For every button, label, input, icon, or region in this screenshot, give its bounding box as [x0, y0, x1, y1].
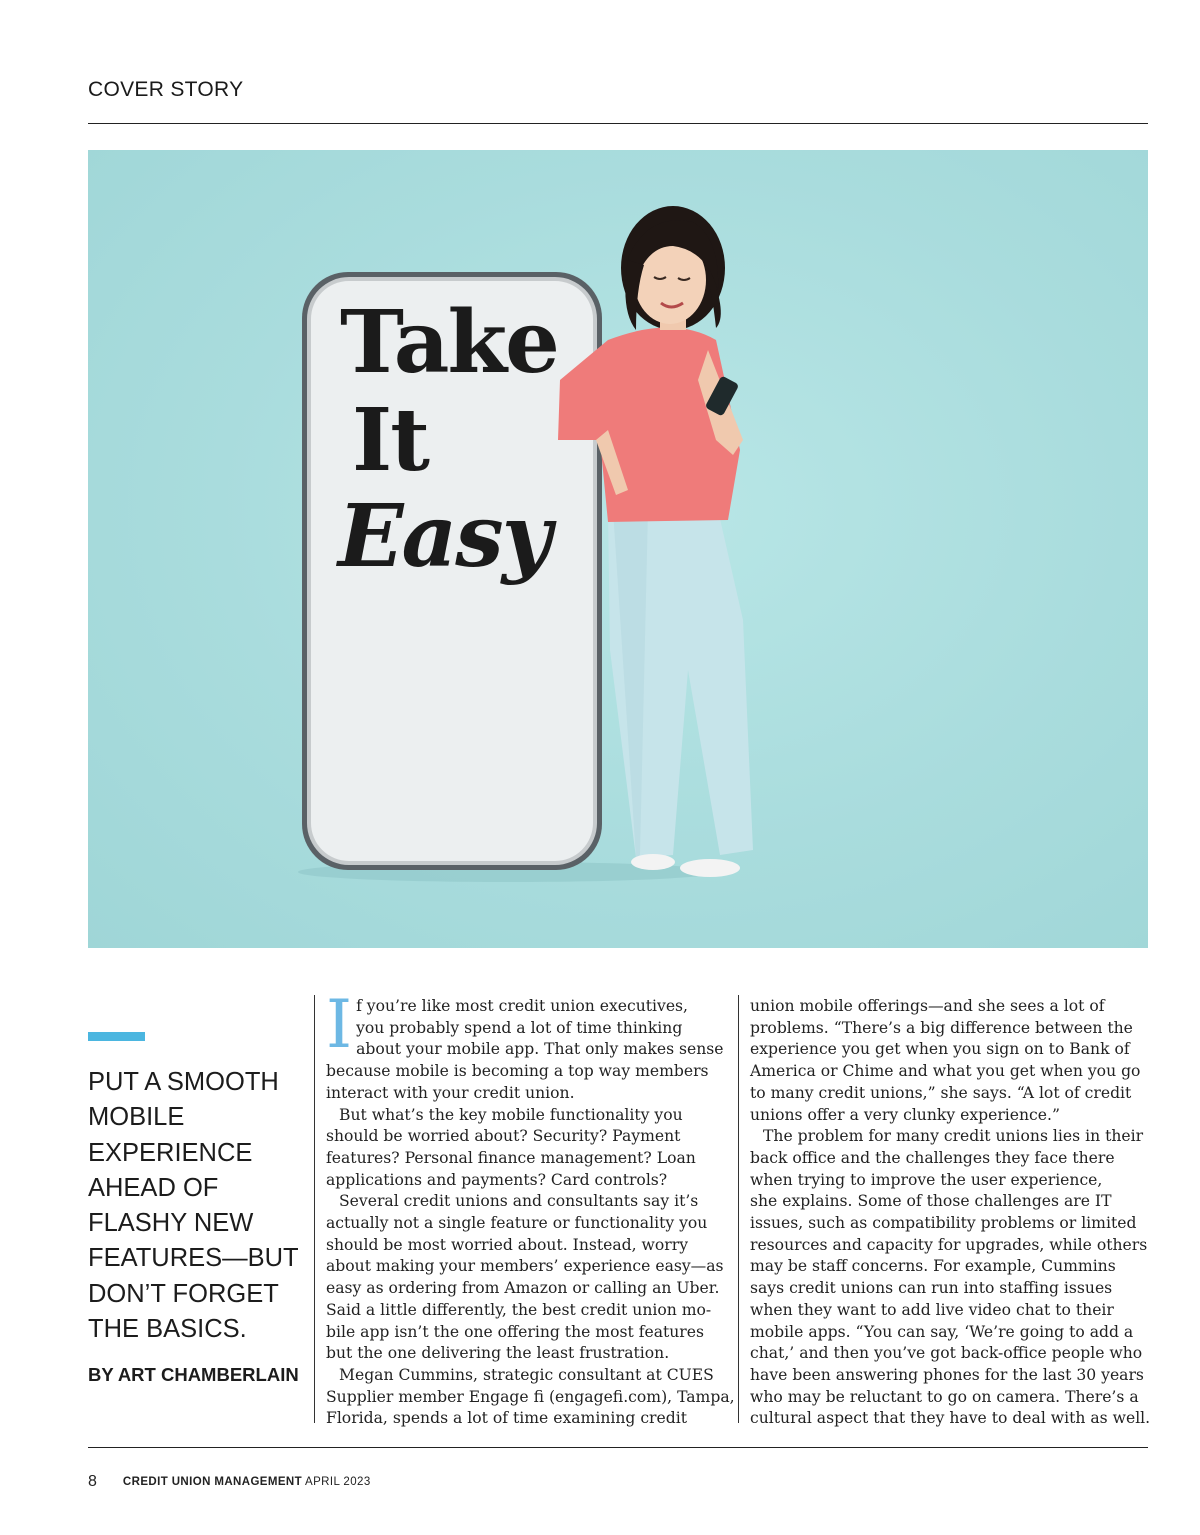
text-line: actually not a single feature or functionality you: [326, 1214, 708, 1233]
text-line: may be staff concerns. For example, Cummins: [750, 1257, 1116, 1276]
text-line: says credit unions can run into staffing issues: [750, 1279, 1113, 1298]
text-line: you probably spend a lot of time thinking: [356, 1018, 683, 1037]
column-divider: [738, 995, 739, 1423]
text-line: resources and capacity for upgrades, while others: [750, 1235, 1148, 1254]
headline-line-1: Take: [340, 292, 558, 393]
text-line: she explains. Some of those challenges are IT: [750, 1192, 1112, 1211]
text-line: about making your members’ experience easy—as: [326, 1257, 724, 1276]
text-line: Said a little differently, the best credit union mo-: [326, 1300, 712, 1319]
text-line: The problem for many credit unions lies in their: [763, 1127, 1144, 1146]
text-line: Megan Cummins, strategic consultant at CUES: [339, 1365, 714, 1384]
text-line: problems. “There’s a big difference between the: [750, 1018, 1133, 1037]
footer: [88, 1472, 371, 1490]
text-line: easy as ordering from Amazon or calling an Uber.: [326, 1279, 720, 1298]
article-column-2: [750, 996, 1151, 1430]
headline-line-3: Easy: [338, 486, 550, 587]
text-line: Supplier member Engage fi (engagefi.com), Tampa,: [326, 1387, 735, 1406]
section-label: COVER STORY: [88, 78, 244, 101]
hero-image: [88, 150, 1148, 948]
text-line: cultural aspect that they have to deal with as well.: [750, 1409, 1151, 1428]
text-line: who may be reluctant to go on camera. There’s a: [750, 1387, 1139, 1406]
text-line: Several credit unions and consultants say it’s: [339, 1192, 699, 1211]
text-line: when they want to add live video chat to their: [750, 1300, 1114, 1319]
text-line: bile app isn’t the one offering the most features: [326, 1322, 704, 1341]
headline: [338, 292, 558, 587]
text-line: should be most worried about. Instead, worry: [326, 1235, 689, 1254]
footer-rule: [88, 1447, 1148, 1448]
text-line: applications and payments? Card controls?: [326, 1170, 668, 1189]
accent-bar: [88, 1032, 145, 1041]
text-line: have been answering phones for the last 30 years: [750, 1365, 1144, 1384]
article-column-1: [326, 986, 735, 1430]
header-rule: [88, 123, 1148, 124]
text-line: unions offer a very clunky experience.”: [750, 1105, 1060, 1124]
woman-with-smartphone-illustration: [88, 150, 1148, 948]
text-line: should be worried about? Security? Payment: [326, 1127, 681, 1146]
text-line: Florida, spends a lot of time examining credit: [326, 1409, 687, 1428]
text-line: to many credit unions,” she says. “A lot of credit: [750, 1083, 1132, 1102]
text-line: chat,’ and then you’ve got back-office people who: [750, 1344, 1143, 1363]
deck: PUT A SMOOTH MOBILE EXPERIENCE AHEAD OF FLASHY NEW FEATURES—BUT DON’T FORGET THE BASICS.: [88, 1068, 299, 1344]
column-divider: [314, 995, 315, 1423]
text-line: but the one delivering the least frustration.: [326, 1344, 670, 1363]
issue-date: APRIL 2023: [305, 1476, 371, 1488]
text-line: features? Personal finance management? Loan: [326, 1148, 696, 1167]
text-line: America or Chime and what you get when you go: [750, 1062, 1141, 1081]
text-line: interact with your credit union.: [326, 1083, 575, 1102]
publication-name: CREDIT UNION MANAGEMENT: [122, 1476, 303, 1488]
drop-cap: I: [326, 986, 353, 1063]
text-line: union mobile offerings—and she sees a lot of: [750, 997, 1105, 1015]
text-line: f you’re like most credit union executives,: [356, 997, 689, 1015]
text-line: back office and the challenges they face there: [750, 1148, 1115, 1167]
text-line: when trying to improve the user experience,: [750, 1170, 1103, 1189]
headline-line-2: It: [352, 390, 428, 491]
page-number: 8: [88, 1473, 98, 1490]
text-line: issues, such as compatibility problems or limited: [750, 1214, 1137, 1233]
text-line: about your mobile app. That only makes sense: [356, 1040, 724, 1059]
text-line: experience you get when you sign on to Bank of: [750, 1040, 1130, 1059]
byline: BY ART CHAMBERLAIN: [88, 1364, 299, 1385]
text-line: mobile apps. “You can say, ‘We’re going to add a: [750, 1322, 1134, 1341]
text-line: because mobile is becoming a top way members: [326, 1062, 709, 1081]
text-line: But what’s the key mobile functionality you: [339, 1105, 683, 1124]
